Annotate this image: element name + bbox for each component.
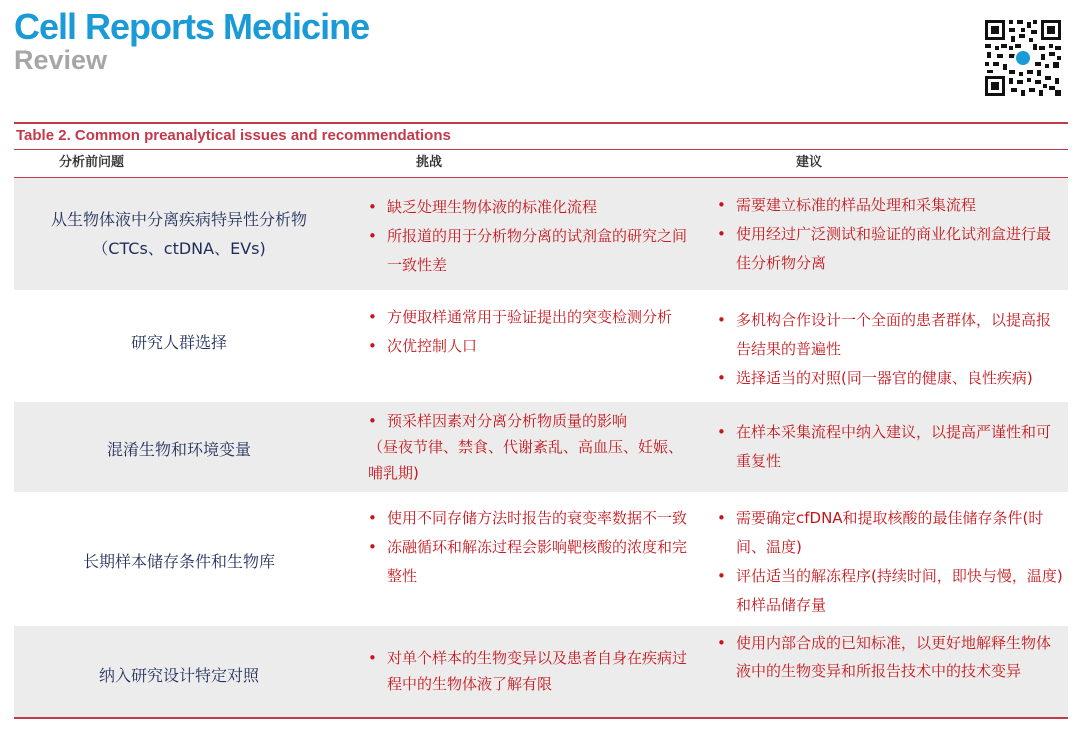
- table-title: Table 2. Common preanalytical issues and recommendations: [16, 127, 451, 144]
- issue-text: 长期样本储存条件和生物库: [82, 551, 275, 571]
- qr-code-icon[interactable]: [983, 18, 1063, 98]
- table-header-row: [14, 150, 1068, 178]
- challenge-list: [368, 193, 688, 280]
- table-row: [14, 402, 1068, 492]
- issue-text: 纳入研究设计特定对照: [98, 666, 259, 685]
- recommendation-item: • 多机构合作设计一个全面的患者群体，以提高报告结果的普遍性: [717, 306, 1063, 364]
- recommendation-item: • 使用内部合成的已知标准，以更好地解释生物体液中的生物变异和所报告技术中的技术变异: [717, 629, 1063, 685]
- challenge-item: • 对单个样本的生物变异以及患者自身在疾病过程中的生物体液了解有限: [368, 645, 688, 697]
- issue-cell: [14, 492, 344, 630]
- issue-cell: [14, 626, 344, 725]
- recommendation-list: [717, 306, 1063, 393]
- challenge-list: [368, 504, 688, 591]
- recommendation-item: • 需要建立标准的样品处理和采集流程: [717, 191, 1063, 220]
- table-row: [14, 626, 1068, 717]
- journal-name: Cell Reports Medicine: [14, 6, 370, 47]
- challenge-item: • 缺乏处理生物体液的标准化流程: [368, 193, 688, 222]
- recommendation-item: • 选择适当的对照(同一器官的健康、良性疾病): [717, 364, 1063, 393]
- recommendation-item: • 评估适当的解冻程序(持续时间，即快与慢，温度)和样品储存量: [717, 562, 1063, 620]
- table-row: [14, 290, 1068, 402]
- table-row: [14, 492, 1068, 626]
- challenge-item: • 方便取样通常用于验证提出的突变检测分析: [368, 303, 688, 332]
- challenge-item: • 次优控制人口: [368, 332, 688, 361]
- issue-cell: [14, 402, 344, 496]
- issue-cell: [14, 178, 344, 290]
- recommendation-list: [717, 418, 1063, 476]
- challenge-list: [368, 645, 688, 697]
- recommendation-list: [717, 629, 1063, 685]
- header-issue: 分析前问题: [59, 155, 125, 170]
- recommendation-item: • 在样本采集流程中纳入建议，以提高严谨性和可重复性: [717, 418, 1063, 476]
- challenge-item: • 所报道的用于分析物分离的试剂盒的研究之间一致性差: [368, 222, 688, 280]
- table-bottom-rule: [14, 717, 1068, 719]
- journal-section: Review: [14, 45, 108, 75]
- recommendation-item: • 需要确定cfDNA和提取核酸的最佳储存条件(时间、温度): [717, 504, 1063, 562]
- issue-text: （CTCs、ctDNA、EVs): [92, 239, 266, 258]
- challenge-item: • 冻融循环和解冻过程会影响靶核酸的浓度和完整性: [368, 533, 688, 591]
- recommendation-list: [717, 191, 1063, 278]
- issue-text: 混淆生物和环境变量: [106, 439, 251, 459]
- issue-cell: [14, 290, 344, 394]
- challenge-item: • 使用不同存储方法时报告的衰变率数据不一致: [368, 504, 688, 533]
- issue-text: 从生物体液中分离疾病特异性分析物: [50, 210, 307, 229]
- challenge-list: [368, 303, 688, 361]
- table-title-bar: [14, 122, 1068, 150]
- challenge-list: [368, 408, 688, 486]
- recommendation-item: • 使用经过广泛测试和验证的商业化试剂盒进行最佳分析物分离: [717, 220, 1063, 278]
- table-row: [14, 178, 1068, 290]
- challenge-item-note: （昼夜节律、禁食、代谢紊乱、高血压、妊娠、哺乳期): [368, 438, 684, 482]
- journal-header: [14, 6, 369, 74]
- recommendation-list: [717, 504, 1063, 620]
- header-challenge: 挑战: [416, 155, 443, 170]
- issue-text: 研究人群选择: [130, 332, 227, 352]
- challenge-item: • 预采样因素对分离分析物质量的影响: [368, 408, 688, 434]
- header-recommendation: 建议: [796, 155, 823, 170]
